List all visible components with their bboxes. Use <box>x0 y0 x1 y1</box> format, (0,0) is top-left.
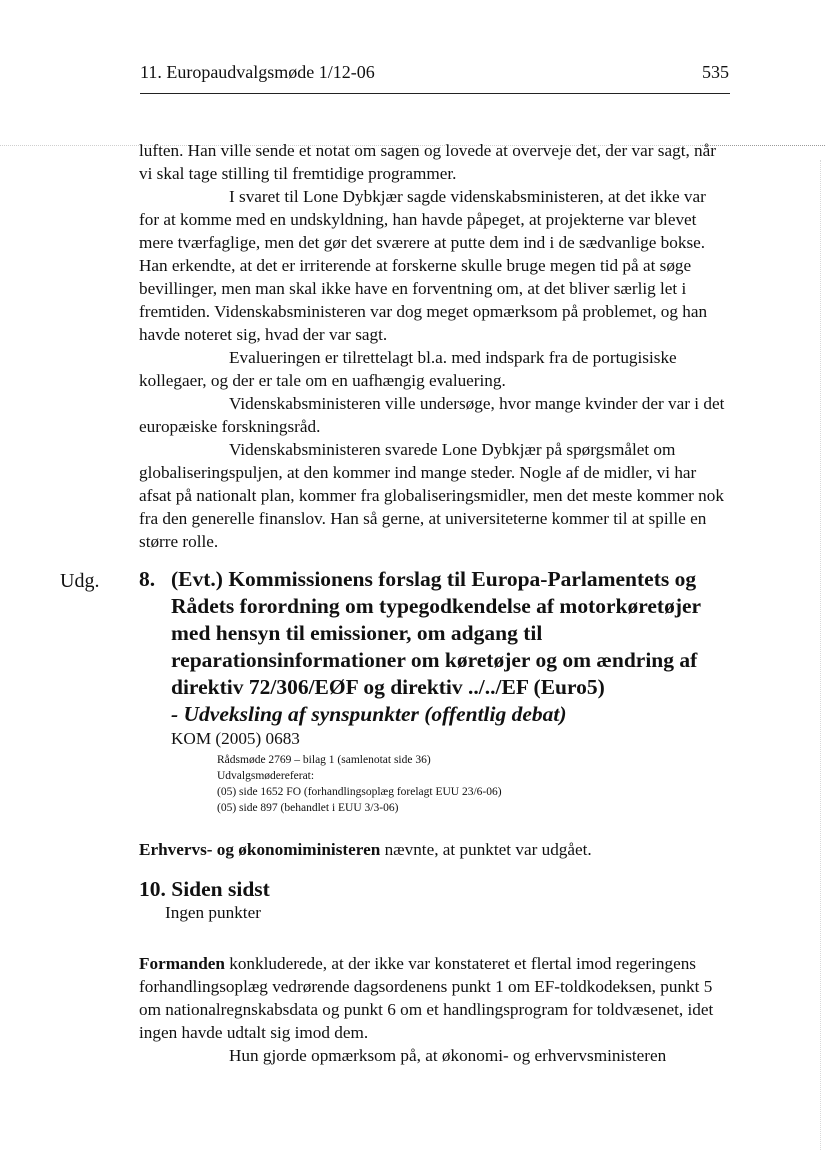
reference-list <box>217 752 739 816</box>
continuation-text <box>139 139 729 553</box>
statement-text: nævnte, at punktet var udgået. <box>380 840 592 859</box>
paragraph: Evalueringen er tilrettelagt bl.a. med indspark fra de portugisiske kollegaer, og der er tale om en uafhængig evaluering. <box>139 348 677 390</box>
speaker-name: Formanden <box>139 954 225 973</box>
reference-line: (05) side 897 (behandlet i EUU 3/3-06) <box>217 802 399 814</box>
reference-line: Udvalgsmødereferat: <box>217 770 315 782</box>
paragraph: Videnskabsministeren svarede Lone Dybkjær på spørgsmålet om globaliseringspuljen, at den kommer ind mange steder. Nogle af de midler, vi har afsat på nationalt plan, kommer fra globaliseringsmidler, men det meste kommer nok fra den generelle finanslov. Han så gerne, at universiteterne kommer til at spille en større rolle. <box>139 440 724 551</box>
item-number: 8. <box>139 567 156 591</box>
statement-text: konkluderede, at der ikke var konstateret et flertal imod regeringens forhandlingsoplæg vedrørende dagsordenens punkt 1 om EF-toldkodeksen, punkt 5 om nationalregnskabsdata og punkt 6 om et handlingsprogram for toldvæsenet, idet ingen havde udtalt sig imod dem. <box>139 954 714 1042</box>
running-header: 11. Europaudvalgsmøde 1/12-06 <box>140 62 375 82</box>
margin-note: Udg. <box>60 570 100 592</box>
paragraph: Hun gjorde opmærksom på, at økonomi- og erhvervsministeren <box>229 1046 667 1065</box>
item-subtitle: - Udveksling af synspunkter (offentlig debat) <box>171 702 567 726</box>
agenda-item-8 <box>139 566 739 816</box>
header-rule <box>140 93 730 94</box>
item-subtext: Ingen punkter <box>165 903 261 922</box>
agenda-item-10 <box>139 876 729 924</box>
paragraph <box>139 952 731 1044</box>
item-heading: 10. Siden sidst <box>139 877 270 901</box>
kom-reference: KOM (2005) 0683 <box>171 729 300 748</box>
reference-line: Rådsmøde 2769 – bilag 1 (samlenotat side 36) <box>217 754 431 766</box>
scan-edge <box>820 160 821 1150</box>
paragraph: I svaret til Lone Dybkjær sagde videnskabsministeren, at det ikke var for at komme med en undskyldning, han havde påpeget, at projekterne var blevet mere tværfaglige, men det gør det sværere at putte dem ind i de sædvanlige bokse. Han erkendte, at det er irriterende at forskerne skulle bruge megen tid på at søge bevillinger, men man skal ikke have en forventning om, at det bliver særlig let i fremtiden. Videnskabsministeren var dog meget opmærksom på problemet, og han havde noteret sig, hvad der var sagt. <box>139 187 708 344</box>
paragraph: Videnskabsministeren ville undersøge, hvor mange kvinder der var i det europæiske forskningsråd. <box>139 394 725 436</box>
item-title: (Evt.) Kommissionens forslag til Europa-Parlamentets og Rådets forordning om typegodkendelse af motorkøretøjer med hensyn til emissioner, om adgang til reparationsinformationer om køretøjer og om ændring af direktiv 72/306/EØF og direktiv ../../EF (Euro5) <box>171 567 701 699</box>
paragraph: luften. Han ville sende et notat om sagen og lovede at overveje det, der var sagt, når vi skal tage stilling til fremtidige programmer. <box>139 141 717 183</box>
chair-conclusion <box>139 952 731 1067</box>
page-number: 535 <box>702 62 729 82</box>
speaker-name: Erhvervs- og økonomiministeren <box>139 840 381 859</box>
minister-statement <box>139 838 729 861</box>
reference-line: (05) side 1652 FO (forhandlingsoplæg forelagt EUU 23/6-06) <box>217 786 502 798</box>
